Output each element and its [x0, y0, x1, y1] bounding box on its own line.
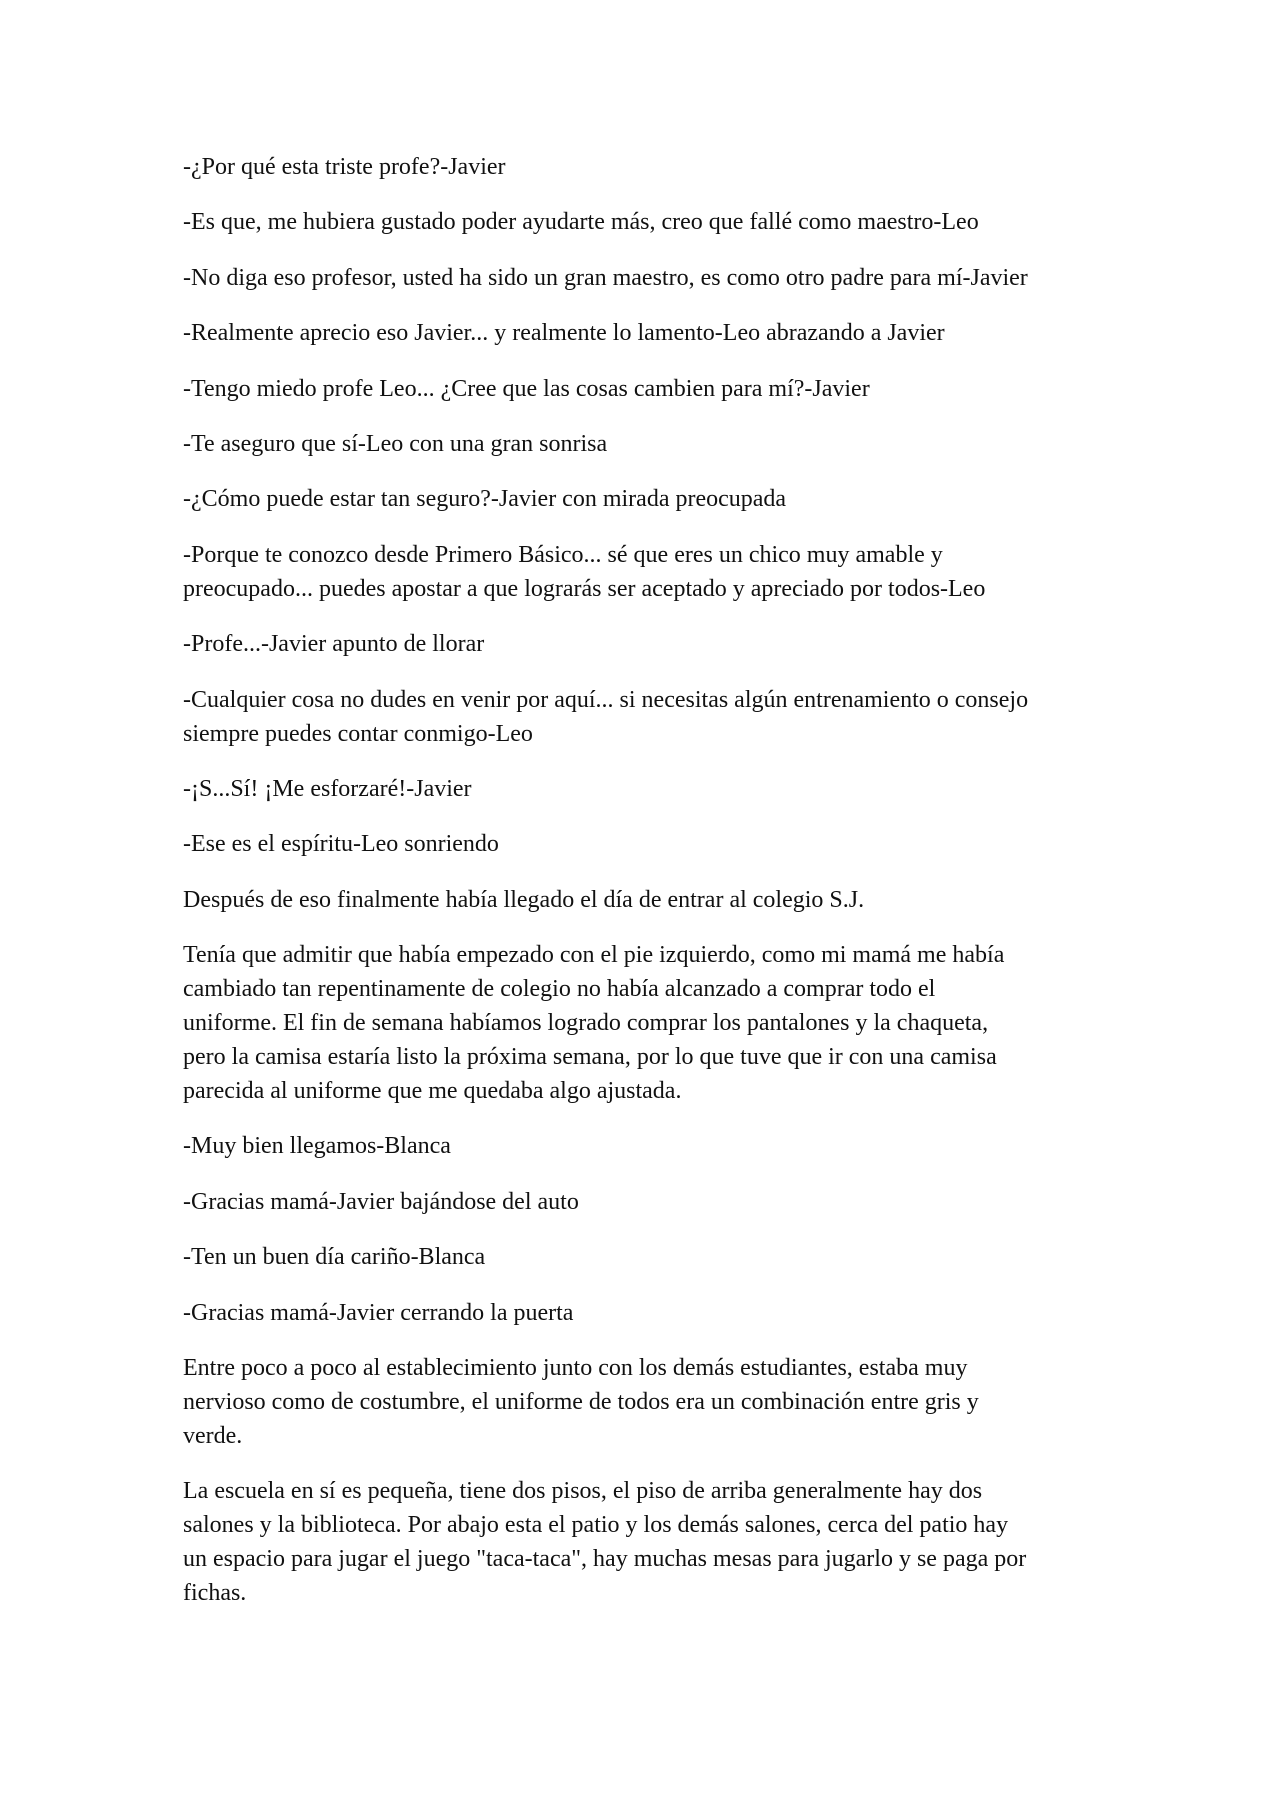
paragraph — [183, 627, 1123, 661]
paragraph — [183, 938, 1123, 1108]
text-line: parecida al uniforme que me quedaba algo ajustada. — [183, 1078, 682, 1105]
paragraph — [183, 883, 1123, 917]
paragraph — [183, 827, 1123, 861]
text-line: -Cualquier cosa no dudes en venir por aquí... si necesitas algún entrenamiento o consejo — [183, 686, 1029, 713]
paragraph — [183, 1296, 1123, 1330]
text-line: salones y la biblioteca. Por abajo esta el patio y los demás salones, cerca del patio hay — [183, 1512, 1009, 1539]
text-line: siempre puedes contar conmigo-Leo — [183, 720, 533, 747]
paragraph — [183, 1474, 1123, 1610]
text-line: -Muy bien llegamos-Blanca — [183, 1133, 451, 1160]
text-line: pero la camisa estaría listo la próxima semana, por lo que tuve que ir con una camisa — [183, 1044, 997, 1071]
text-line: -¿Por qué esta triste profe?-Javier — [183, 154, 506, 180]
text-line: preocupado... puedes apostar a que lograrás ser aceptado y apreciado por todos-Leo — [183, 575, 986, 602]
document-page — [183, 150, 1123, 1632]
paragraph — [183, 1185, 1123, 1219]
text-line: un espacio para jugar el juego "taca-taca", hay muchas mesas para jugarlo y se paga por — [183, 1546, 1027, 1573]
text-line: verde. — [183, 1423, 243, 1450]
text-line: -Gracias mamá-Javier bajándose del auto — [183, 1188, 579, 1215]
paragraph — [183, 538, 1123, 606]
text-line: Tenía que admitir que había empezado con el pie izquierdo, como mi mamá me había — [183, 942, 1005, 969]
paragraph — [183, 1351, 1123, 1453]
paragraph — [183, 1240, 1123, 1274]
paragraph — [183, 261, 1123, 295]
text-line: -¡S...Sí! ¡Me esforzaré!-Javier — [183, 775, 472, 802]
text-line: cambiado tan repentinamente de colegio no había alcanzado a comprar todo el — [183, 976, 936, 1003]
paragraph — [183, 205, 1123, 239]
text-line: -Es que, me hubiera gustado poder ayudarte más, creo que fallé como maestro-Leo — [183, 209, 979, 236]
text-line: -Realmente aprecio eso Javier... y realmente lo lamento-Leo abrazando a Javier — [183, 320, 945, 347]
paragraph — [183, 372, 1123, 406]
text-line: -Ese es el espíritu-Leo sonriendo — [183, 831, 499, 858]
paragraph — [183, 482, 1123, 516]
text-line: nervioso como de costumbre, el uniforme de todos era un combinación entre gris y — [183, 1389, 979, 1416]
paragraph — [183, 772, 1123, 806]
text-line: fichas. — [183, 1580, 247, 1607]
paragraph — [183, 150, 1123, 184]
text-line: Después de eso finalmente había llegado el día de entrar al colegio S.J. — [183, 886, 865, 913]
text-line: La escuela en sí es pequeña, tiene dos pisos, el piso de arriba generalmente hay dos — [183, 1478, 983, 1505]
text-line: -No diga eso profesor, usted ha sido un gran maestro, es como otro padre para mí-Javier — [183, 264, 1028, 291]
text-line: -¿Cómo puede estar tan seguro?-Javier con mirada preocupada — [183, 486, 787, 513]
text-line: -Ten un buen día cariño-Blanca — [183, 1244, 486, 1271]
text-line: uniforme. El fin de semana habíamos logrado comprar los pantalones y la chaqueta, — [183, 1010, 989, 1037]
text-line: Entre poco a poco al establecimiento junto con los demás estudiantes, estaba muy — [183, 1355, 968, 1382]
text-line: -Te aseguro que sí-Leo con una gran sonrisa — [183, 430, 608, 457]
text-line: -Profe...-Javier apunto de llorar — [183, 631, 485, 658]
paragraph — [183, 683, 1123, 751]
text-line: -Gracias mamá-Javier cerrando la puerta — [183, 1299, 574, 1326]
paragraph — [183, 1129, 1123, 1163]
text-line: -Porque te conozco desde Primero Básico... sé que eres un chico muy amable y — [183, 541, 943, 568]
text-line: -Tengo miedo profe Leo... ¿Cree que las cosas cambien para mí?-Javier — [183, 375, 870, 402]
paragraph — [183, 316, 1123, 350]
paragraph — [183, 427, 1123, 461]
